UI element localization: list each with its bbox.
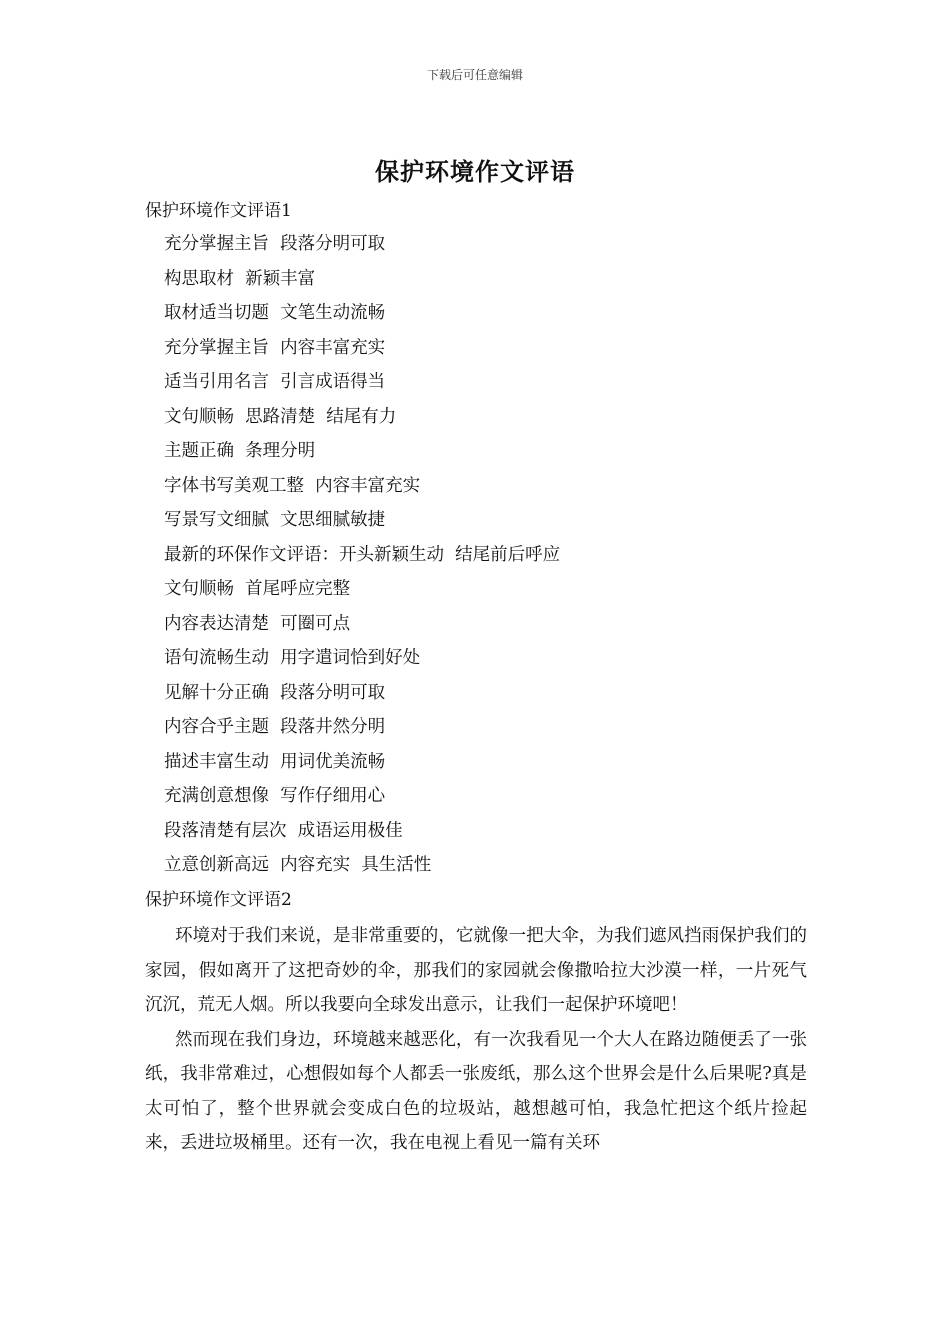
comment-item: 取材适当切题 文笔生动流畅 — [164, 303, 386, 323]
comment-item: 适当引用名言 引言成语得当 — [164, 372, 386, 392]
comment-item: 文句顺畅 思路清楚 结尾有力 — [164, 406, 397, 427]
comment-item: 描述丰富生动 用词优美流畅 — [164, 751, 386, 772]
document-title: 保护环境作文评语 — [375, 157, 575, 186]
comment-item: 字体书写美观工整 内容丰富充实 — [164, 475, 421, 496]
comment-item: 内容表达清楚 可圈可点 — [164, 613, 351, 634]
header-note: 下载后可任意编辑 — [426, 68, 523, 82]
comment-item: 内容合乎主题 段落井然分明 — [164, 717, 386, 737]
comment-item: 写景写文细腻 文思细腻敏捷 — [164, 510, 386, 530]
comment-item: 段落清楚有层次 成语运用极佳 — [164, 820, 403, 841]
comment-item: 最新的环保作文评语：开头新颖生动 结尾前后呼应 — [164, 544, 561, 565]
comment-item: 语句流畅生动 用字遣词恰到好处 — [164, 648, 421, 668]
comment-item: 充满创意想像 写作仔细用心 — [164, 786, 386, 806]
essay-paragraph: 环境对于我们来说，是非常重要的，它就像一把大伞，为我们遮风挡雨保护我们的家园，假如离开了这把奇妙的伞，那我们的家园就会像撒哈拉大沙漠一样，一片死气沉沉，荒无人烟。所以我要向全球发出意示，让我们一起保护环境吧！ — [145, 926, 807, 1015]
comment-item: 构思取材 新颖丰富 — [164, 268, 316, 289]
essay-paragraph: 然而现在我们身边，环境越来越恶化，有一次我看见一个大人在路边随便丢了一张纸，我非常难过，心想假如每个人都丢一张废纸，那么这个世界会是什么后果呢?真是太可怕了，整个世界就会变成白色的垃圾站，越想越可怕，我急忙把这个纸片捡起来，丢进垃圾桶里。还有一次，我在电视上看见一篇有关环 — [145, 1029, 807, 1153]
essay-body — [145, 919, 807, 1161]
section-heading-2: 保护环境作文评语2 — [145, 890, 292, 910]
comment-list — [164, 232, 560, 888]
comment-item: 见解十分正确 段落分明可取 — [164, 682, 386, 703]
comment-item: 充分掌握主旨 段落分明可取 — [164, 234, 386, 254]
section-heading-1: 保护环境作文评语1 — [145, 201, 292, 221]
comment-item: 主题正确 条理分明 — [164, 441, 316, 461]
comment-item: 文句顺畅 首尾呼应完整 — [164, 579, 351, 599]
comment-item: 立意创新高远 内容充实 具生活性 — [164, 855, 432, 875]
comment-item: 充分掌握主旨 内容丰富充实 — [164, 337, 386, 358]
